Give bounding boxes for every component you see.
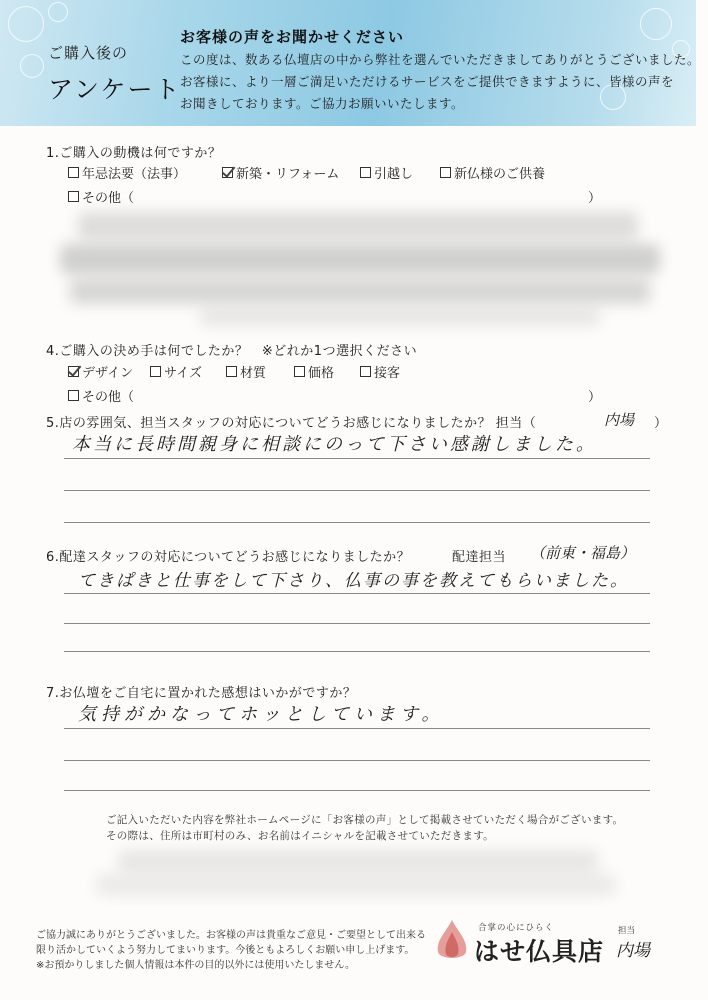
q1-other-close: ） [588, 191, 602, 206]
lotus-flame-icon [432, 918, 472, 964]
checkbox[interactable] [360, 366, 371, 377]
checkbox-checked[interactable] [222, 167, 233, 178]
checkbox[interactable] [360, 167, 371, 178]
footer-line: ご協力誠にありがとうございました。お客様の声は貴重なご意見・ご要望として出来る [36, 930, 426, 941]
question-7-label: 7.お仏壇をご自宅に置かれた感想はいかがですか？ [46, 686, 357, 701]
q7-answer-handwritten[interactable]: 気持がかなってホッとしています。 [78, 704, 445, 725]
checkbox[interactable] [440, 167, 451, 178]
footer-line: 限り活かしていくよう努力してまいります。今後ともよろしくお願い申し上げます。 [36, 945, 415, 956]
checkbox-checked[interactable] [68, 366, 79, 377]
staff-label: 担当 [618, 926, 636, 936]
blurred-content [70, 278, 650, 304]
delivery-staff-label: 配達担当 [452, 550, 507, 565]
blurred-content [78, 212, 638, 240]
question-4-label: 4.ご購入の決め手は何でしたか？ ※どれか1つ選択ください [46, 344, 418, 359]
q6-answer-handwritten[interactable]: てきぱきと仕事をして下さり、仏事の事を教えてもらいました。 [78, 571, 629, 591]
bubble-decoration [8, 6, 44, 42]
answer-line [64, 522, 650, 523]
staff-name-handwritten: 内場 [616, 941, 650, 961]
q5-close: ） [654, 416, 668, 431]
q5-staff-handwritten: 内場 [604, 411, 635, 429]
q4-option[interactable]: デザイン [68, 362, 133, 381]
answer-line [64, 728, 650, 729]
intro-line: この度は、数ある仏壇店の中から弊社を選んでいただきましてありがとうございました。 [180, 52, 701, 67]
checkbox[interactable] [68, 390, 79, 401]
checkbox[interactable] [226, 366, 237, 377]
question-1-label: 1.ご購入の動機は何ですか？ [46, 146, 222, 161]
q1-option[interactable]: 新仏様のご供養 [440, 163, 545, 182]
q5-answer-handwritten[interactable]: 本当に長時間親身に相談にのって下さい感謝しました。 [72, 434, 597, 455]
q1-option[interactable]: 引越し [360, 163, 413, 182]
q4-other-close: ） [588, 390, 602, 405]
checkbox[interactable] [68, 167, 79, 178]
bubble-decoration [48, 2, 68, 22]
logo-tagline: 合掌の心にひらく [478, 923, 555, 933]
checkbox[interactable] [294, 366, 305, 377]
answer-line [64, 790, 650, 791]
q4-option[interactable]: 価格 [294, 362, 334, 381]
publication-note: その際は、住所は市町村のみ、お名前はイニシャルを記載させていただきます。 [106, 830, 494, 842]
answer-line [64, 623, 650, 624]
q4-option[interactable]: 接客 [360, 362, 400, 381]
blurred-content [60, 244, 660, 274]
publication-note: ご記入いただいた内容を弊社ホームページに「お客様の声」として掲載させていただく場合がございます。 [106, 814, 624, 826]
blurred-content [96, 874, 616, 896]
question-5-label: 5.店の雰囲気、担当スタッフの対応についてどうお感じになりましたか？ 担当（ [46, 416, 537, 431]
answer-line [64, 458, 650, 459]
blurred-content [118, 850, 598, 872]
answer-line [64, 593, 650, 594]
footer-line: ※お預かりしました個人情報は本件の目的以外には使用いたしません。 [36, 960, 355, 971]
blurred-content [200, 308, 600, 326]
question-6-label: 6.配達スタッフの対応についてどうお感じになりましたか？ [46, 550, 411, 565]
q4-other-option[interactable]: その他（ [68, 386, 134, 405]
q1-other-option[interactable]: その他（ [68, 187, 134, 206]
intro-line: お聞きしております。ご協力お願いいたします。 [180, 96, 465, 111]
q4-option[interactable]: 材質 [226, 362, 266, 381]
answer-line [64, 760, 650, 761]
q1-option[interactable]: 新築・リフォーム [222, 163, 339, 182]
logo-name: はせ仏具店 [474, 937, 605, 966]
intro-line: お客様に、より一層ご満足いただけるサービスをご提供できますように、皆様の声を [180, 74, 675, 89]
delivery-staff-handwritten: （前東・福島） [530, 544, 636, 562]
answer-line [64, 651, 650, 652]
bubble-decoration [640, 8, 672, 40]
q1-option[interactable]: 年忌法要（法事） [68, 163, 186, 182]
header-heading: お客様の声をお聞かせください [180, 28, 405, 46]
checkbox[interactable] [68, 191, 79, 202]
checkbox[interactable] [150, 366, 161, 377]
survey-title-top: ご購入後の [48, 44, 129, 62]
q4-option[interactable]: サイズ [150, 362, 202, 381]
answer-line [64, 490, 650, 491]
survey-title: アンケート [48, 75, 182, 104]
bubble-decoration [20, 54, 44, 78]
